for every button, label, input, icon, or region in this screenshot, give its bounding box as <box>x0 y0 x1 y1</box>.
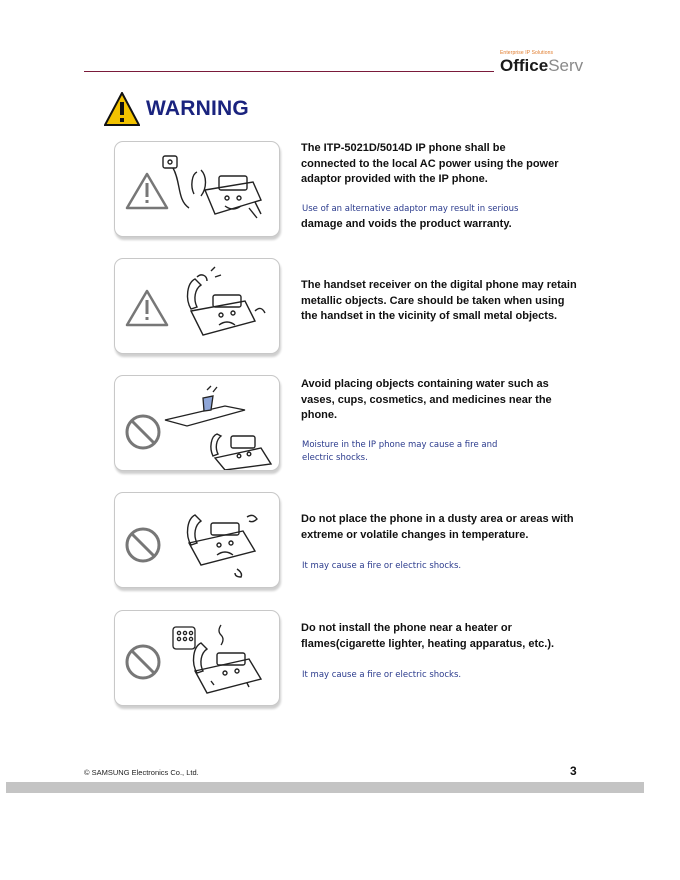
warning-triangle-icon <box>104 92 140 126</box>
brand-name-bold: Office <box>500 56 549 75</box>
section-title: WARNING <box>146 97 249 120</box>
warning-illustration-dust-temperature <box>114 492 280 588</box>
prohibited-icon <box>127 529 159 561</box>
prohibited-icon <box>127 416 159 448</box>
warning-illustration-metal-objects <box>114 258 280 354</box>
warning-illustration-heater <box>114 610 280 706</box>
header-rule <box>84 71 494 72</box>
warning-heading <box>104 92 249 126</box>
warning-note-1-continued: damage and voids the product warranty. <box>301 218 512 230</box>
warning-illustration-water <box>114 375 280 471</box>
warning-illustration-power-adaptor <box>114 141 280 237</box>
officeserv-logo <box>500 50 600 75</box>
brand-name-light: Serv <box>548 56 584 75</box>
warning-text-4: Do not place the phone in a dusty area or areas with extreme or volatile changes in temperature. <box>301 513 574 541</box>
warning-text-3: Avoid placing objects containing water such as vases, cups, cosmetics, and medicines near the phone. <box>301 378 552 421</box>
warning-note-1: Use of an alternative adaptor may result in serious <box>302 204 519 214</box>
phone-icon <box>194 643 261 693</box>
caution-triangle-icon <box>127 291 167 325</box>
footer-bar <box>6 782 644 793</box>
brand-tagline: Enterprise IP Solutions <box>500 50 554 56</box>
caution-triangle-icon <box>127 174 167 208</box>
footer-copyright: © SAMSUNG Electronics Co., Ltd. <box>84 768 199 777</box>
phone-with-adaptor-icon <box>163 156 261 218</box>
phone-icon <box>188 515 257 577</box>
page-number: 3 <box>570 764 577 778</box>
warning-text-1: The ITP-5021D/5014D IP phone shall be connected to the local AC power using the power adaptor provided with the IP phone. <box>301 142 559 185</box>
cup-on-shelf-icon <box>165 386 245 426</box>
brand-name <box>500 57 600 75</box>
phone-handset-icon <box>188 267 265 335</box>
prohibited-icon <box>127 646 159 678</box>
warning-note-5: It may cause a fire or electric shocks. <box>302 670 462 680</box>
warning-text-2: The handset receiver on the digital phone may retain metallic objects. Care should be taken when using the handset in the vicinity of small metal objects. <box>301 279 577 322</box>
warning-note-4: It may cause a fire or electric shocks. <box>302 561 462 571</box>
phone-icon <box>211 434 271 470</box>
warning-note-3: Moisture in the IP phone may cause a fire and electric shocks. <box>302 440 498 463</box>
warning-text-5: Do not install the phone near a heater or flames(cigarette lighter, heating apparatus, etc.). <box>301 622 555 650</box>
